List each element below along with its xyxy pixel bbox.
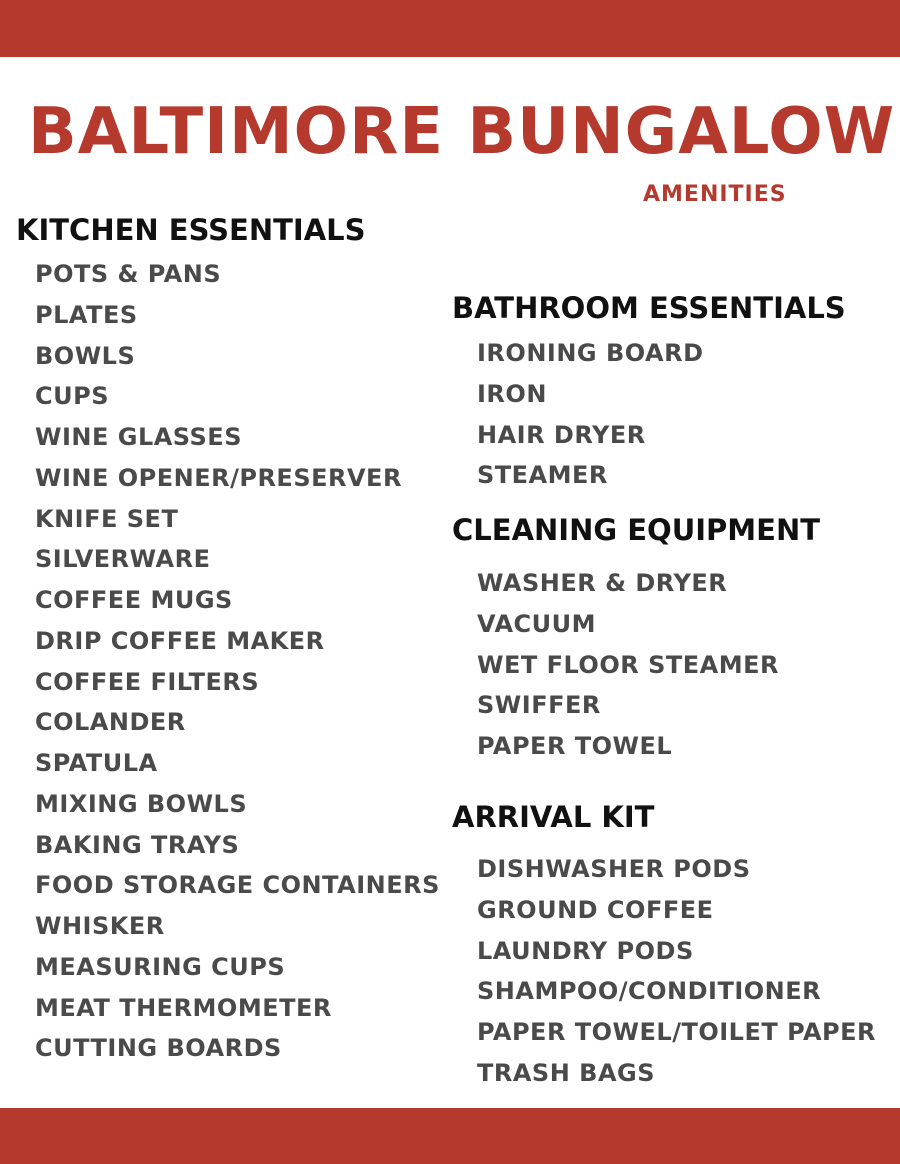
list-item: GROUND COFFEE (477, 895, 714, 924)
list-item: MEASURING CUPS (35, 952, 286, 981)
list-item: IRON (477, 379, 547, 408)
list-item: PAPER TOWEL (477, 732, 673, 761)
list-item: KNIFE SET (35, 504, 179, 533)
list-item: SPATULA (35, 749, 158, 777)
list-item: DRIP COFFEE MAKER (35, 626, 325, 655)
list-item: MEAT THERMOMETER (35, 993, 332, 1022)
list-item: MIXING BOWLS (35, 789, 248, 818)
list-item: CUTTING BOARDS (35, 1034, 282, 1063)
list-item: WET FLOOR STEAMER (477, 650, 779, 679)
list-item: WINE OPENER/PRESERVER (35, 463, 402, 492)
list-item: POTS & PANS (35, 260, 222, 288)
kitchen-heading: KITCHEN ESSENTIALS (16, 213, 366, 247)
list-item: SWIFFER (477, 691, 601, 720)
list-item: HAIR DRYER (477, 420, 646, 449)
list-item: COFFEE FILTERS (35, 667, 260, 696)
list-item: COFFEE MUGS (35, 586, 233, 614)
list-item: PAPER TOWEL/TOILET PAPER (477, 1018, 877, 1047)
list-item: SHAMPOO/CONDITIONER (477, 977, 822, 1006)
bathroom-list (477, 333, 704, 496)
list-item: STEAMER (477, 461, 608, 490)
kitchen-list (35, 254, 440, 1069)
cleaning-list (477, 563, 779, 767)
list-item: WASHER & DRYER (477, 569, 728, 597)
top-band (0, 0, 900, 57)
page-subtitle: AMENITIES (643, 182, 787, 207)
list-item: BAKING TRAYS (35, 830, 240, 859)
list-item: WHISKER (35, 912, 165, 940)
list-item: IRONING BOARD (477, 339, 704, 367)
arrival-list (477, 849, 876, 1094)
list-item: LAUNDRY PODS (477, 936, 694, 965)
list-item: PLATES (35, 300, 138, 329)
list-item: SILVERWARE (35, 545, 211, 574)
list-item: CUPS (35, 382, 109, 411)
list-item: FOOD STORAGE CONTAINERS (35, 871, 440, 900)
bottom-band (0, 1108, 900, 1164)
list-item: VACUUM (477, 609, 596, 638)
list-item: COLANDER (35, 708, 186, 737)
list-item: WINE GLASSES (35, 423, 242, 451)
list-item: BOWLS (35, 341, 136, 370)
cleaning-heading: CLEANING EQUIPMENT (452, 513, 821, 547)
list-item: DISHWASHER PODS (477, 855, 751, 883)
arrival-heading: ARRIVAL KIT (452, 800, 655, 834)
bathroom-heading: BATHROOM ESSENTIALS (452, 291, 846, 325)
list-item: TRASH BAGS (477, 1058, 656, 1087)
page-title: BALTIMORE BUNGALOW (28, 95, 896, 169)
